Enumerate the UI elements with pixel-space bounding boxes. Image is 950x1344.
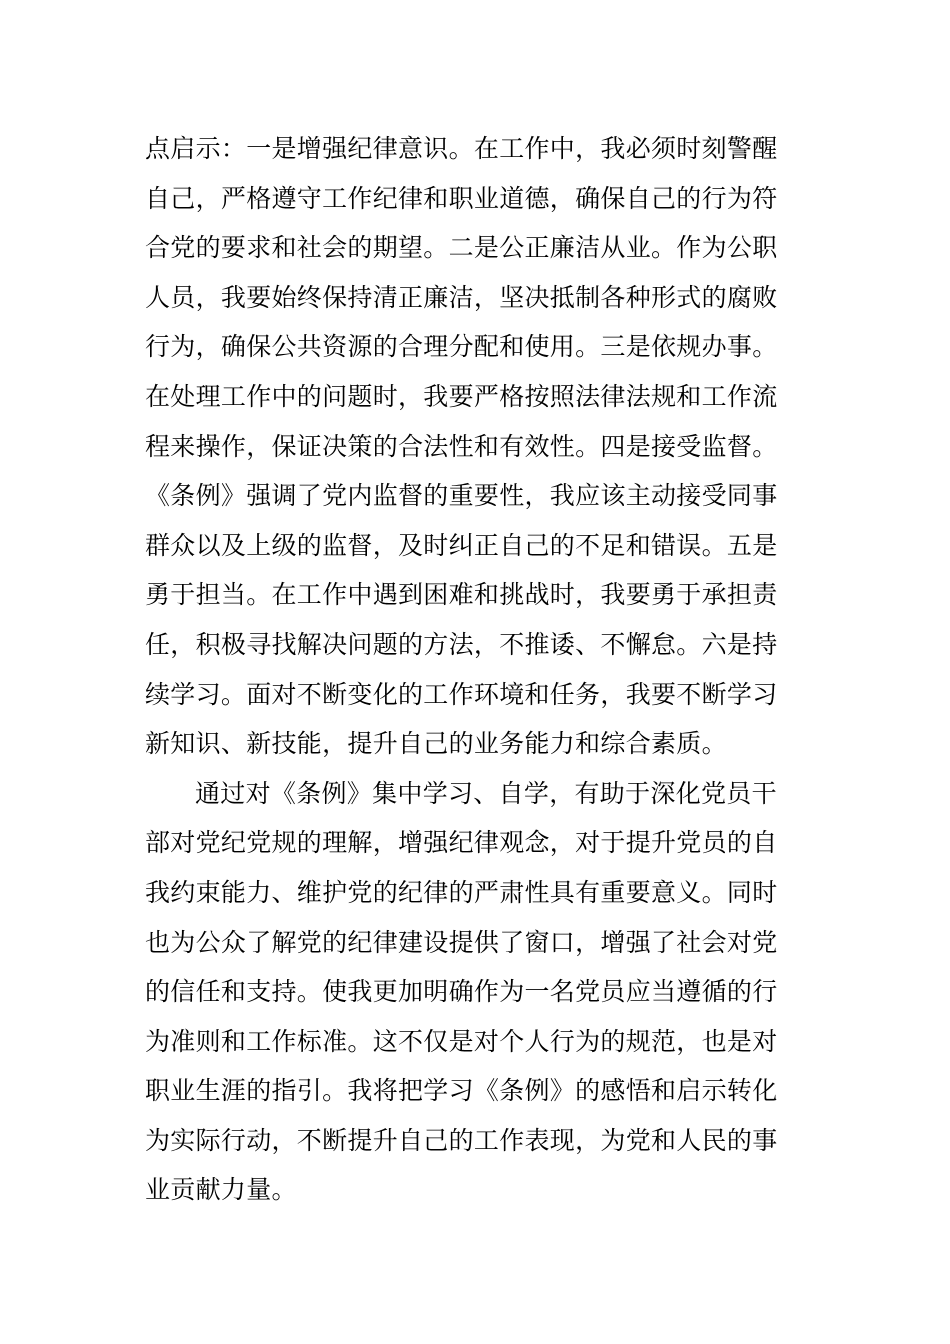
text-line: 自己，严格遵守工作纪律和职业道德，确保自己的行为符 [145,183,778,213]
text-line: 合党的要求和社会的期望。二是公正廉洁从业。作为公职 [145,233,778,263]
text-line: 任，积极寻找解决问题的方法，不推诿、不懈怠。六是持 [145,629,778,659]
text-line: 的信任和支持。使我更加明确作为一名党员应当遵循的行 [145,977,778,1007]
text-line: 《条例》强调了党内监督的重要性，我应该主动接受同事 [145,481,778,511]
paragraph-2 [145,769,810,1215]
text-line: 群众以及上级的监督，及时纠正自己的不足和错误。五是 [145,530,778,560]
text-line: 为实际行动，不断提升自己的工作表现，为党和人民的事 [145,1125,778,1155]
text-line: 人员，我要始终保持清正廉洁，坚决抵制各种形式的腐败 [145,282,778,312]
document-body [145,124,810,1215]
text-line: 行为，确保公共资源的合理分配和使用。三是依规办事。 [145,332,778,362]
text-line: 续学习。面对不断变化的工作环境和任务，我要不断学习 [145,679,778,709]
text-line: 程来操作，保证决策的合法性和有效性。四是接受监督。 [145,431,778,461]
text-line: 在处理工作中的问题时，我要严格按照法律法规和工作流 [145,381,778,411]
text-line: 也为公众了解党的纪律建设提供了窗口，增强了社会对党 [145,927,778,957]
text-line: 我约束能力、维护党的纪律的严肃性具有重要意义。同时 [145,877,778,907]
text-line: 点启示：一是增强纪律意识。在工作中，我必须时刻警醒 [145,134,778,163]
text-line: 部对党纪党规的理解，增强纪律观念，对于提升党员的自 [145,828,778,858]
text-line: 职业生涯的指引。我将把学习《条例》的感悟和启示转化 [145,1076,778,1106]
text-line: 业贡献力量。 [145,1175,297,1205]
text-line: 勇于担当。在工作中遇到困难和挑战时，我要勇于承担责 [145,580,778,610]
text-line: 新知识、新技能，提升自己的业务能力和综合素质。 [145,729,727,759]
paragraph-1 [145,124,810,769]
text-line: 为准则和工作标准。这不仅是对个人行为的规范，也是对 [145,1026,778,1056]
text-line-indented: 通过对《条例》集中学习、自学，有助于深化党员干 [195,778,777,808]
